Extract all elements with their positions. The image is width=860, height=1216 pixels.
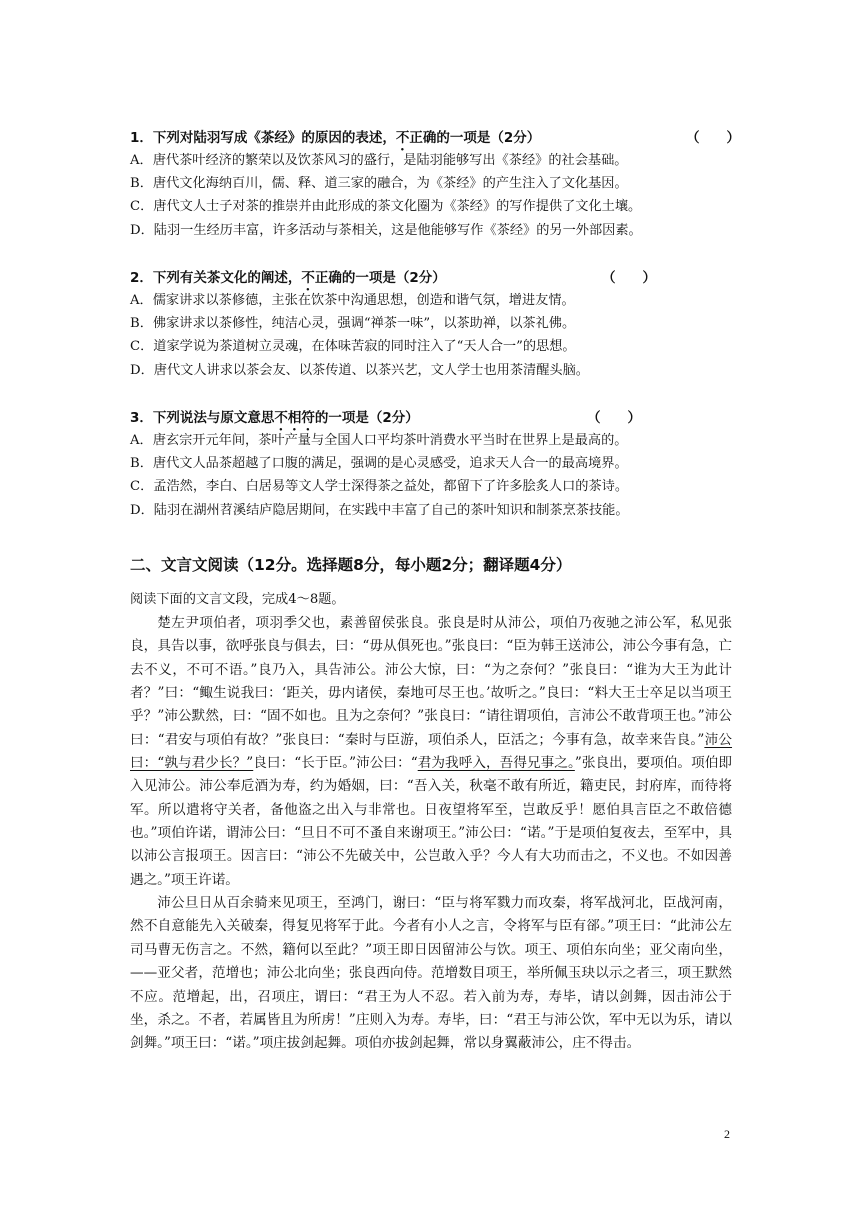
option-a: A．唐代茶叶经济的繁荣以及饮茶风习的盛行，是陆羽能够写出《茶经》的社会基础。 bbox=[130, 153, 628, 168]
option-c: C．唐代文人士子对茶的推崇并由此形成的茶文化圈为《茶经》的写作提供了文化土壤。 bbox=[130, 199, 642, 215]
option-b: B．唐代文人品茶超越了口腹的满足，强调的是心灵感受，追求天人合一的最高境界。 bbox=[130, 456, 628, 472]
classical-passage bbox=[130, 612, 732, 1056]
question-title bbox=[130, 127, 740, 149]
title-text: 1．下列对陆羽写成《茶经》的原因的表述， bbox=[130, 130, 396, 146]
question-2 bbox=[130, 267, 740, 382]
page-number: 2 bbox=[724, 1127, 730, 1141]
option-a: A．唐玄宗开元年间，茶叶产量与全国人口平均茶叶消费水平当时在世界上是最高的。 bbox=[130, 433, 628, 448]
title-text: 正确的一项是（2分） bbox=[409, 130, 541, 146]
option-b: B．唐代文化海纳百川，儒、释、道三家的融合，为《茶经》的产生注入了文化基因。 bbox=[130, 176, 628, 192]
answer-blank: （ ） bbox=[602, 270, 656, 286]
question-3 bbox=[130, 407, 740, 522]
answer-blank: （ ） bbox=[587, 410, 641, 426]
option-d: D．陆羽一生经历丰富，许多活动与茶相关，这是他能够写作《茶经》的另一外部因素。 bbox=[130, 222, 642, 238]
question-title bbox=[130, 267, 740, 289]
title-text: 的一项是（2分） bbox=[314, 410, 419, 426]
passage-text: 楚左尹项伯者，项羽季父也，素善留侯张良。张良是时从沛公，项伯乃夜驰之沛公军，私见张良，具告以事，欲呼张良与俱去，曰：“毋从俱死也。”张良曰：“臣为韩王送沛公，沛公今事有急，亡去不义，不可不语。”良乃入，具告沛公。沛公大惊，曰：“为之奈何？”张良曰：“谁为大王为此计者？”曰：“鲰生说我曰：‘距关，毋内诸侯，秦地可尽王也。’故听之。”良曰：“料大王士卒足以当项王乎？”沛公默然，曰：“固不如也。且为之奈何？”张良曰：“请往谓项伯，言沛公不敢背项王也。”沛公曰：“君安与项伯有故？”张良曰：“秦时与臣游，项伯杀人，臣活之；今事有急，故幸来告良。” bbox=[130, 615, 732, 748]
answer-blank: （ ） bbox=[686, 130, 740, 146]
option-c: C．孟浩然，李白、白居易等文人学士深得茶之益处，都留下了许多脍炙人口的茶诗。 bbox=[130, 479, 629, 495]
passage-paragraph-2: 沛公旦日从百余骑来见项王，至鸿门，谢曰：“臣与将军戮力而攻秦，将军战河北，臣战河南，然不自意能先入关破秦，得复见将军于此。今者有小人之言，令将军与臣有郤。”项王曰：“此沛公左司马曹无伤言之。不然，籍何以至此？”项王即日因留沛公与饮。项王、项伯东向坐；亚父南向坐，——亚父者，范增也；沛公北向坐；张良西向侍。范增数目项王，举所佩玉玦以示之者三，项王默然不应。范增起，出，召项庄，谓曰：“君王为人不忍。若入前为寿，寿毕，请以剑舞，因击沛公于坐，杀之。不者，若属皆且为所虏！”庄则入为寿。寿毕，曰：“君王与沛公饮，军中无以为乐，请以剑舞。”项王曰：“诺。”项庄拔剑起舞。项伯亦拔剑起舞，常以身翼蔽沛公，庄不得击。 bbox=[130, 895, 732, 1052]
emphasis-text: 不 bbox=[301, 270, 315, 286]
title-text: 正确的一项是（2分） bbox=[314, 270, 446, 286]
option-a: A．儒家讲求以茶修德，主张在饮茶中沟通思想，创造和谐气氛，增进友情。 bbox=[130, 293, 575, 308]
option-d: D．陆羽在湖州苕溪结庐隐居期间，在实践中丰富了自己的茶叶知识和制茶烹茶技能。 bbox=[130, 502, 629, 518]
section-intro: 阅读下面的文言文段，完成4～8题。 bbox=[130, 592, 345, 607]
option-b: B．佛家讲求以茶修性，纯洁心灵，强调“禅茶一味”，以茶助禅，以茶礼佛。 bbox=[130, 316, 576, 332]
question-1 bbox=[130, 127, 740, 242]
passage-text: ”张良出，要项伯。项伯即入见沛公。沛公奉卮酒为寿，约为婚姻，曰：“吾入关，秋毫不敢有所近，籍吏民，封府库，而待将军。所以遣将守关者，备他盗之出入与非常也。日夜望将军至，岂敢反乎！愿伯具言臣之不敢倍德也。”项伯许诺，谓沛公曰：“旦日不可不蚤自来谢项王。”沛公曰：“诺。”于是项伯复夜去，至军中，具以沛公言报项王。因言曰：“沛公不先破关中，公岂敢入乎？今人有大功而击之，不义也。不如因善遇之。”项王许诺。 bbox=[130, 755, 732, 888]
option-d: D．唐代文人讲求以茶会友、以茶传道、以茶兴艺，文人学士也用茶清醒头脑。 bbox=[130, 362, 589, 378]
section-heading: 二、文言文阅读（12分。选择题8分，每小题2分；翻译题4分） bbox=[130, 556, 572, 574]
emphasis-text: 不相符 bbox=[274, 410, 315, 426]
emphasis-text: 不 bbox=[395, 130, 410, 146]
underlined-sentence: 君为我呼入，吾得兄事之。 bbox=[417, 755, 575, 772]
title-text: 3．下列说法与原文意思 bbox=[130, 410, 275, 426]
option-c: C．道家学说为茶道树立灵魂，在体味苦寂的同时注入了“天人合一”的思想。 bbox=[130, 339, 576, 355]
passage-text: 良曰：“长于臣。”沛公曰：“ bbox=[253, 755, 418, 772]
question-title bbox=[130, 407, 740, 429]
underlined-sentence: 沛公曰：“孰与君少长？” bbox=[130, 731, 733, 772]
passage-paragraph-1 bbox=[130, 612, 732, 892]
title-text: 2．下列有关茶文化的阐述， bbox=[130, 270, 302, 286]
